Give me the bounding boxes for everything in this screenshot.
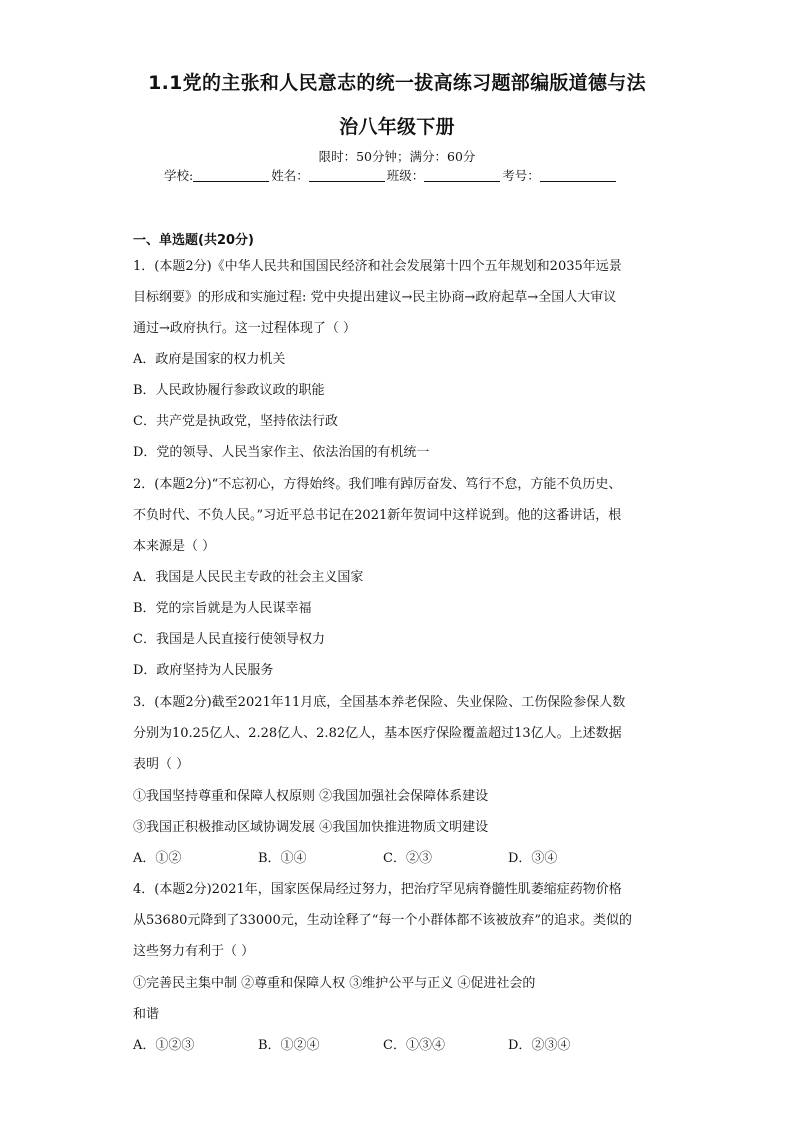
- question-3-options: [133, 847, 633, 866]
- question-3-statement-line: ①我国坚持尊重和保障人权原则 ②我国加强社会保障体系建设: [133, 789, 489, 804]
- question-1-option-b[interactable]: B．人民政协履行参政议政的职能: [133, 383, 325, 398]
- school-label: 学校:: [164, 168, 194, 183]
- question-4-stem-line: 这些努力有利于（ ）: [133, 944, 255, 959]
- question-3-stem-line: 表明（ ）: [133, 757, 190, 772]
- name-label: 姓名：: [271, 168, 309, 183]
- question-3-statement-line: ③我国正积极推动区域协调发展 ④我国加快推进物质文明建设: [133, 820, 489, 835]
- question-2-stem-line: 2．(本题2分)“不忘初心，方得始终。我们唯有踔厉奋发、笃行不怠，方能不负历史、: [133, 477, 622, 492]
- question-2-option-d[interactable]: D．政府坚持为人民服务: [133, 663, 274, 678]
- school-blank[interactable]: [193, 169, 269, 182]
- exam-meta: 限时：50分钟；满分：60分: [318, 149, 476, 164]
- question-2-stem-line: 不负时代、不负人民。”习近平总书记在2021新年贺词中这样说到。他的这番讲话，根: [133, 508, 622, 523]
- question-3-stem-line: 3．(本题2分)截至2021年11月底，全国基本养老保险、失业保险、工伤保险参保人数: [133, 695, 626, 710]
- number-label: 考号：: [502, 168, 540, 183]
- question-1-option-a[interactable]: A．政府是国家的权力机关: [133, 352, 286, 367]
- class-blank[interactable]: [424, 169, 500, 182]
- question-1-stem-line: 通过→政府执行。这一过程体现了（ ）: [133, 321, 357, 336]
- question-4-options: [133, 1034, 633, 1053]
- question-1-option-d[interactable]: D．党的领导、人民当家作主、依法治国的有机统一: [133, 445, 430, 460]
- question-1-stem-line: 1．(本题2分)《中华人民共和国国民经济和社会发展第十四个五年规划和2035年远景: [133, 259, 622, 274]
- number-blank[interactable]: [540, 169, 616, 182]
- question-4-stem-line: 4．(本题2分)2021年，国家医保局经过努力，把治疗罕见病脊髓性肌萎缩症药物价格: [133, 882, 622, 897]
- question-1-stem-line: 目标纲要》的形成和实施过程: 党中央提出建议→民主协商→政府起草→全国人大审议: [133, 290, 617, 305]
- question-4-option-d[interactable]: D．②③④: [508, 1038, 571, 1053]
- class-label: 班级：: [386, 168, 425, 183]
- question-3-option-d[interactable]: D．③④: [508, 851, 558, 866]
- question-3-option-b[interactable]: B．①④: [258, 851, 307, 866]
- question-4-stem-line: 从53680元降到了33000元，生动诠释了“每一个小群体都不该被放弃”的追求。类似的: [133, 913, 633, 928]
- question-2-stem-line: 本来源是（ ）: [133, 539, 216, 554]
- question-1-option-c[interactable]: C．共产党是执政党，坚持依法行政: [133, 414, 338, 429]
- question-2-option-b[interactable]: B．党的宗旨就是为人民谋幸福: [133, 601, 312, 616]
- student-info-row: [164, 166, 618, 184]
- page-title-line-2: 治八年级下册: [339, 116, 455, 138]
- question-4-option-c[interactable]: C．①③④: [383, 1038, 445, 1053]
- question-4-option-b[interactable]: B．①②④: [258, 1038, 320, 1053]
- question-3-option-c[interactable]: C．②③: [383, 851, 432, 866]
- question-4-statement-line: ①完善民主集中制 ②尊重和保障人权 ③维护公平与正义 ④促进社会的: [133, 976, 536, 991]
- section-title: 一、单选题(共20分): [133, 233, 254, 248]
- page-title-line-1: 1.1党的主张和人民意志的统一拔高练习题部编版道德与法: [148, 72, 646, 94]
- question-2-option-c[interactable]: C．我国是人民直接行使领导权力: [133, 632, 325, 647]
- question-4-option-a[interactable]: A．①②③: [133, 1038, 195, 1053]
- question-3-stem-line: 分别为10.25亿人、2.28亿人、2.82亿人，基本医疗保险覆盖超过13亿人。上述数据: [133, 726, 622, 741]
- question-2-option-a[interactable]: A．我国是人民民主专政的社会主义国家: [133, 570, 364, 585]
- question-3-option-a[interactable]: A．①②: [133, 851, 182, 866]
- question-4-statement-line: 和谐: [133, 1007, 160, 1022]
- name-blank[interactable]: [309, 169, 385, 182]
